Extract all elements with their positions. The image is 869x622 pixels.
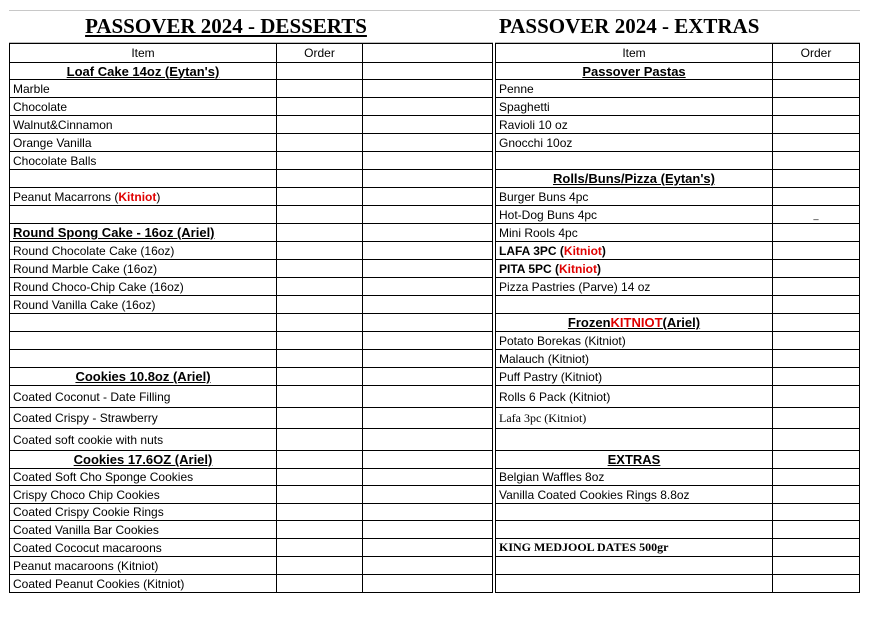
item-label: Crispy Choco Chip Cookies [13,487,160,502]
item-label: Coated Coconut - Date Filling [13,389,171,404]
table-row [495,116,860,134]
table-row [495,504,860,521]
order-cell[interactable] [773,332,860,349]
item-cell [495,557,773,574]
item-label: Mini Rools 4pc [499,225,578,240]
order-cell[interactable] [277,314,363,331]
desserts-header-row [9,43,493,63]
extras-col-item: Item [495,44,773,62]
table-row [9,296,493,314]
order-cell[interactable] [277,98,363,115]
order-cell[interactable] [277,224,363,241]
item-cell [9,63,277,79]
extra-cell[interactable] [363,152,493,169]
order-cell[interactable] [277,63,363,79]
table-row [495,98,860,116]
table-row [495,557,860,575]
table-row [9,98,493,116]
item-label: Round Spong Cake - 16oz (Ariel) [13,225,215,240]
extra-cell[interactable] [363,504,493,520]
order-cell[interactable] [773,260,860,277]
extra-cell[interactable] [363,170,493,187]
kitniot-tag: KITNIOT [610,315,663,330]
order-cell[interactable] [773,486,860,503]
item-cell [495,188,773,205]
item-label: Round Marble Cake (16oz) [13,261,158,276]
desserts-panel [9,11,493,593]
order-cell[interactable] [773,170,860,187]
kitniot-tag: Kitniot [118,189,157,204]
order-cell[interactable] [773,408,860,428]
item-cell [9,408,277,428]
item-label: Coated Vanilla Bar Cookies [13,522,159,537]
section-header-row [9,451,493,469]
item-cell [9,429,277,450]
item-cell [9,575,277,592]
table-row [495,521,860,539]
order-cell[interactable] [277,557,363,574]
table-row [495,296,860,314]
table-row [495,206,860,224]
extra-cell[interactable] [363,63,493,79]
extra-cell[interactable] [363,521,493,538]
item-label: Coated Soft Cho Sponge Cookies [13,470,194,484]
desserts-rows [9,63,493,593]
table-row [9,504,493,521]
order-cell[interactable] [773,368,860,385]
extra-cell[interactable] [363,188,493,205]
order-cell[interactable] [277,575,363,592]
extra-cell[interactable] [363,429,493,450]
extras-panel [495,11,860,593]
table-row [495,278,860,296]
item-cell [495,350,773,367]
item-cell [495,368,773,385]
order-cell[interactable] [277,386,363,407]
item-cell [9,486,277,503]
extra-cell[interactable] [363,116,493,133]
order-cell[interactable] [277,350,363,367]
item-cell [495,504,773,520]
order-cell[interactable] [773,152,860,169]
item-cell [495,408,773,428]
section-header-row [9,63,493,80]
order-cell[interactable] [277,278,363,295]
item-cell [9,386,277,407]
item-label-tail: (Ariel) [662,315,701,330]
section-header-row [9,368,493,386]
table-row [9,429,493,451]
item-cell [495,521,773,538]
extra-cell[interactable] [363,469,493,485]
order-cell[interactable] [773,521,860,538]
order-cell[interactable] [773,296,860,313]
order-cell[interactable] [277,170,363,187]
order-cell[interactable] [773,469,860,485]
order-cell[interactable] [277,206,363,223]
item-label: Walnut&Cinnamon [13,117,113,132]
table-row [495,486,860,504]
extra-cell[interactable] [363,350,493,367]
item-cell [9,469,277,485]
table-row [9,116,493,134]
item-label-tail: ) [601,243,606,258]
table-row [9,314,493,332]
order-cell[interactable] [277,116,363,133]
order-cell[interactable] [277,260,363,277]
table-row [495,539,860,557]
extras-col-order: Order [773,44,860,62]
item-cell [495,116,773,133]
order-cell[interactable] [773,451,860,468]
order-cell[interactable] [277,188,363,205]
item-label: Gnocchi 10oz [499,135,573,150]
item-cell [495,206,773,223]
item-cell [495,486,773,503]
order-cell[interactable] [773,134,860,151]
item-cell [9,539,277,556]
order-cell[interactable] [773,504,860,520]
item-cell [9,521,277,538]
table-row [9,539,493,557]
item-label-tail: ) [597,261,602,276]
table-row [9,152,493,170]
item-label: Peanut macaroons (Kitniot) [13,558,159,573]
item-cell [495,278,773,295]
table-row [9,350,493,368]
item-label: Chocolate Balls [13,153,97,168]
table-row [9,170,493,188]
item-label: Peanut Macarrons ( [13,189,119,204]
item-label: EXTRAS [607,452,661,467]
order-cell[interactable] [773,242,860,259]
item-cell [495,98,773,115]
order-cell[interactable] [277,521,363,538]
item-label: Round Chocolate Cake (16oz) [13,243,175,258]
table-row [495,408,860,429]
table-row [495,368,860,386]
order-cell[interactable] [773,386,860,407]
item-label: Marble [13,81,50,96]
item-cell [9,314,277,331]
item-cell [495,539,773,556]
extra-cell[interactable] [363,278,493,295]
order-cell[interactable] [773,224,860,241]
extra-cell[interactable] [363,224,493,241]
table-row [495,429,860,451]
item-cell [9,504,277,520]
item-cell [9,260,277,277]
table-row [9,408,493,429]
desserts-title: PASSOVER 2024 - DESSERTS [9,11,493,43]
item-label: Coated Peanut Cookies (Kitniot) [13,576,185,591]
order-cell[interactable] [773,80,860,97]
item-label: Coated soft cookie with nuts [13,432,164,447]
item-label: Chocolate [13,99,68,114]
item-cell [495,386,773,407]
order-cell[interactable] [277,296,363,313]
extra-cell[interactable] [363,557,493,574]
extra-cell[interactable] [363,486,493,503]
table-row [495,332,860,350]
item-label: Round Choco-Chip Cake (16oz) [13,279,184,294]
item-label: Rolls 6 Pack (Kitniot) [499,389,611,404]
order-cell[interactable] [277,504,363,520]
table-row [495,134,860,152]
item-cell [9,242,277,259]
item-label: Loaf Cake 14oz (Eytan's) [66,63,220,79]
item-label: PITA 5PC ( [499,261,560,276]
table-row [495,152,860,170]
extra-cell[interactable] [363,296,493,313]
item-cell [495,260,773,277]
table-row [9,242,493,260]
item-cell [9,206,277,223]
item-cell [495,224,773,241]
desserts-col-blank [363,44,493,62]
table-row [9,386,493,408]
section-header-row [495,63,860,80]
table-row [495,224,860,242]
item-cell [9,134,277,151]
item-cell [9,557,277,574]
desserts-col-item: Item [9,44,277,62]
table-row [495,260,860,278]
item-label: Coated Cococut macaroons [13,540,162,555]
item-label: Pizza Pastries (Parve) 14 oz [499,279,651,294]
item-label: Penne [499,81,534,96]
extra-cell[interactable] [363,386,493,407]
item-label: Burger Buns 4pc [499,189,589,204]
desserts-col-order: Order [277,44,363,62]
extra-cell[interactable] [363,451,493,468]
order-cell[interactable] [773,98,860,115]
table-row [9,188,493,206]
order-cell[interactable] [277,134,363,151]
order-cell[interactable] [773,188,860,205]
order-cell[interactable] [277,152,363,169]
item-cell [495,134,773,151]
table-row [495,469,860,486]
extra-cell[interactable] [363,314,493,331]
item-cell [9,188,277,205]
extras-title: PASSOVER 2024 - EXTRAS [495,11,860,43]
extra-cell[interactable] [363,242,493,259]
item-label: Malauch (Kitniot) [499,351,590,366]
item-cell [9,170,277,187]
extra-cell[interactable] [363,134,493,151]
order-cell[interactable] [277,486,363,503]
item-cell [9,368,277,385]
item-cell [495,575,773,592]
item-cell [9,332,277,349]
order-cell[interactable] [277,408,363,428]
table-row [495,575,860,593]
extra-cell[interactable] [363,98,493,115]
item-cell [9,350,277,367]
order-cell[interactable] [773,314,860,331]
item-cell [495,63,773,79]
section-header-row [9,224,493,242]
order-cell[interactable] [277,451,363,468]
item-cell [495,429,773,450]
section-header-row [495,170,860,188]
item-cell [495,242,773,259]
table-row [495,242,860,260]
item-label: Cookies 10.8oz (Ariel) [75,369,211,384]
extra-cell[interactable] [363,260,493,277]
item-label: Potato Borekas (Kitniot) [499,333,626,348]
order-cell[interactable] [773,116,860,133]
item-cell [9,152,277,169]
table-row [495,188,860,206]
item-label: Puff Pastry (Kitniot) [499,369,603,384]
table-row [9,278,493,296]
item-cell [9,296,277,313]
item-label: LAFA 3PC ( [499,243,564,258]
item-label: Orange Vanilla [13,135,92,150]
item-cell [495,451,773,468]
table-row [9,260,493,278]
order-cell[interactable] [773,206,860,223]
table-row [495,386,860,408]
table-row [495,350,860,368]
order-cell[interactable] [773,557,860,574]
order-cell[interactable] [773,350,860,367]
item-label: Spaghetti [499,99,550,114]
extras-rows [495,63,860,593]
extras-header-row [495,43,860,63]
order-cell[interactable] [277,539,363,556]
item-cell [495,332,773,349]
section-header-row [495,451,860,469]
item-cell [495,469,773,485]
order-mark: _ [813,209,819,220]
kitniot-tag: Kitniot [559,261,598,276]
item-cell [9,278,277,295]
extra-cell[interactable] [363,206,493,223]
item-label: Coated Crispy - Strawberry [13,411,158,425]
table-row [495,80,860,98]
item-label: Lafa 3pc (Kitniot) [499,410,587,425]
order-sheet [9,10,860,596]
item-label: Round Vanilla Cake (16oz) [13,297,156,312]
table-row [9,575,493,593]
item-cell [9,98,277,115]
table-row [9,486,493,504]
item-label: Belgian Waffles 8oz [499,470,605,484]
order-cell[interactable] [773,63,860,79]
order-cell[interactable] [773,575,860,592]
table-row [9,134,493,152]
extra-cell[interactable] [363,368,493,385]
table-row [9,557,493,575]
item-label: KING MEDJOOL DATES 500gr [499,540,669,554]
item-cell [9,451,277,468]
extra-cell[interactable] [363,575,493,592]
order-cell[interactable] [773,278,860,295]
extra-cell[interactable] [363,539,493,556]
extra-cell[interactable] [363,80,493,97]
order-cell[interactable] [277,429,363,450]
extra-cell[interactable] [363,408,493,428]
item-cell [495,296,773,313]
item-cell [9,80,277,97]
item-label: Cookies 17.6OZ (Ariel) [73,452,213,467]
table-row [9,469,493,486]
item-label: Coated Crispy Cookie Rings [13,505,164,519]
item-cell [495,152,773,169]
table-row [9,332,493,350]
item-label-tail: ) [156,189,161,204]
item-label: Hot-Dog Buns 4pc [499,207,598,222]
table-row [9,206,493,224]
table-row [9,521,493,539]
item-cell [495,80,773,97]
kitniot-tag: Kitniot [563,243,602,258]
item-label: Rolls/Buns/Pizza (Eytan's) [552,171,715,186]
order-cell[interactable] [277,332,363,349]
extra-cell[interactable] [363,332,493,349]
item-label: Passover Pastas [582,63,686,79]
order-cell[interactable] [277,368,363,385]
order-cell[interactable] [277,80,363,97]
item-cell [495,170,773,187]
item-label: Vanilla Coated Cookies Rings 8.8oz [499,487,690,502]
item-cell [9,224,277,241]
table-row [9,80,493,98]
item-label: Ravioli 10 oz [499,117,568,132]
order-cell[interactable] [277,242,363,259]
item-cell [9,116,277,133]
item-cell [495,314,773,331]
item-label: Frozen [567,315,611,330]
section-header-row [495,314,860,332]
order-cell[interactable] [773,429,860,450]
order-cell[interactable] [773,539,860,556]
order-cell[interactable] [277,469,363,485]
